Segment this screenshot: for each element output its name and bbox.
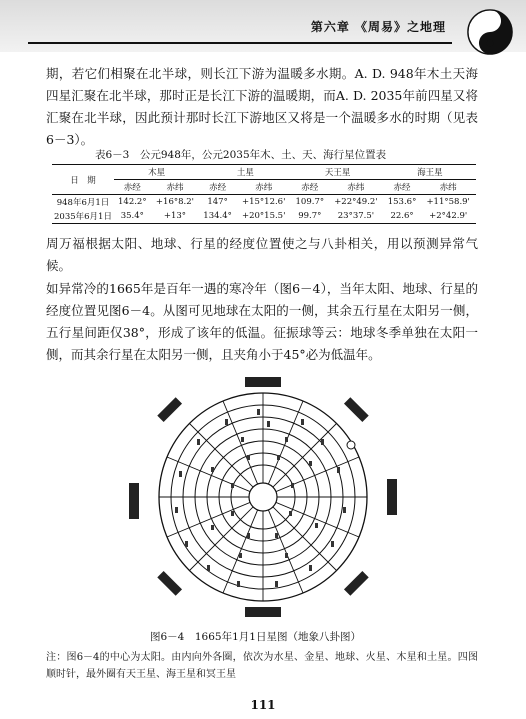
star-chart-figure: [125, 375, 401, 621]
chapter-title: 第六章 《周易》之地理: [310, 20, 446, 34]
cell: +11°58.9': [426, 197, 470, 207]
cell: 23°37.5': [328, 209, 384, 224]
planet-header: 天王星: [292, 165, 384, 180]
header-rule: [28, 42, 452, 44]
date-header: 日 期: [52, 165, 114, 195]
cell: 134.4°: [199, 209, 236, 224]
taiji-icon: [466, 8, 514, 56]
cell: 109.7°: [295, 197, 325, 207]
cell: 142.2°: [118, 197, 147, 207]
cell: +15°12.6': [241, 197, 286, 207]
cell: 153.6°: [387, 197, 417, 207]
cell: 147°: [207, 197, 228, 207]
subheader: 赤经: [393, 183, 411, 193]
subheader: 赤经: [123, 183, 141, 193]
table-row: [52, 209, 476, 224]
cell: +22°49.2': [334, 197, 378, 207]
paragraph-3: 如异常冷的1665年是百年一遇的寒冷年（图6－4），当年太阳、地球、行星的经度位置见图6－4。从图可见地球在太阳的一侧，其余五行星在太阳另一侧，五行星间距仅38°，形成了该年的低温。征振球等云：地球冬季单独在太阳一侧，而其余行星在太阳另一侧，且夹角小于45°必为低温年。: [46, 281, 478, 362]
header-band: [0, 0, 526, 52]
subheader: 赤纬: [347, 183, 365, 193]
subheader: 赤纬: [255, 183, 273, 193]
planet-position-table: [52, 164, 476, 224]
subheader: 赤纬: [439, 183, 457, 193]
paragraph-1: 期，若它们相聚在北半球，则长江下游为温暖多水期。A. D. 948年木土天海四星汇聚在北半球，那时正是长江下游的温暖期，而A. D. 2035年前四星又将汇聚在北半球，因此预计那时长江下游地区又将是一个温暖多水的时期（见表6－3）。: [46, 66, 478, 147]
cell: +13°: [151, 209, 200, 224]
row-date: 2035年6月1日: [52, 209, 114, 224]
outer-planet-marker: [347, 441, 355, 449]
paragraph-2: 周万福根据太阳、地球、行星的经度位置使之与八卦相关，用以预测异常气候。: [46, 236, 478, 273]
subheader: 赤经: [301, 183, 319, 193]
cell: +20°15.5': [236, 209, 292, 224]
figure-caption: 图6－4 1665年1月1日星图（地象八卦图）: [150, 631, 361, 643]
figure-note: 注：图6－4的中心为太阳。由内向外各圈，依次为水星、金星、地球、火星、木星和土星。四图顺时针，最外圈有天王星、海王星和冥王星: [46, 652, 478, 680]
planet-header: 土星: [199, 165, 291, 180]
cell: 35.4°: [114, 209, 151, 224]
cell: 22.6°: [384, 209, 421, 224]
cell: 99.7°: [292, 209, 329, 224]
cell: +2°42.9': [420, 209, 476, 224]
table-title: 表6－3 公元948年，公元2035年木、土、天、海行星位置表: [95, 149, 387, 161]
table-row: [52, 195, 476, 210]
sun-center: [249, 483, 277, 511]
page-number: 111: [250, 698, 276, 712]
cell: +16°8.2': [155, 197, 194, 207]
subheader: 赤经: [209, 183, 227, 193]
planet-header: 木星: [114, 165, 199, 180]
planet-header: 海王星: [384, 165, 476, 180]
subheader: 赤纬: [166, 183, 184, 193]
row-date: 948年6月1日: [56, 198, 110, 208]
